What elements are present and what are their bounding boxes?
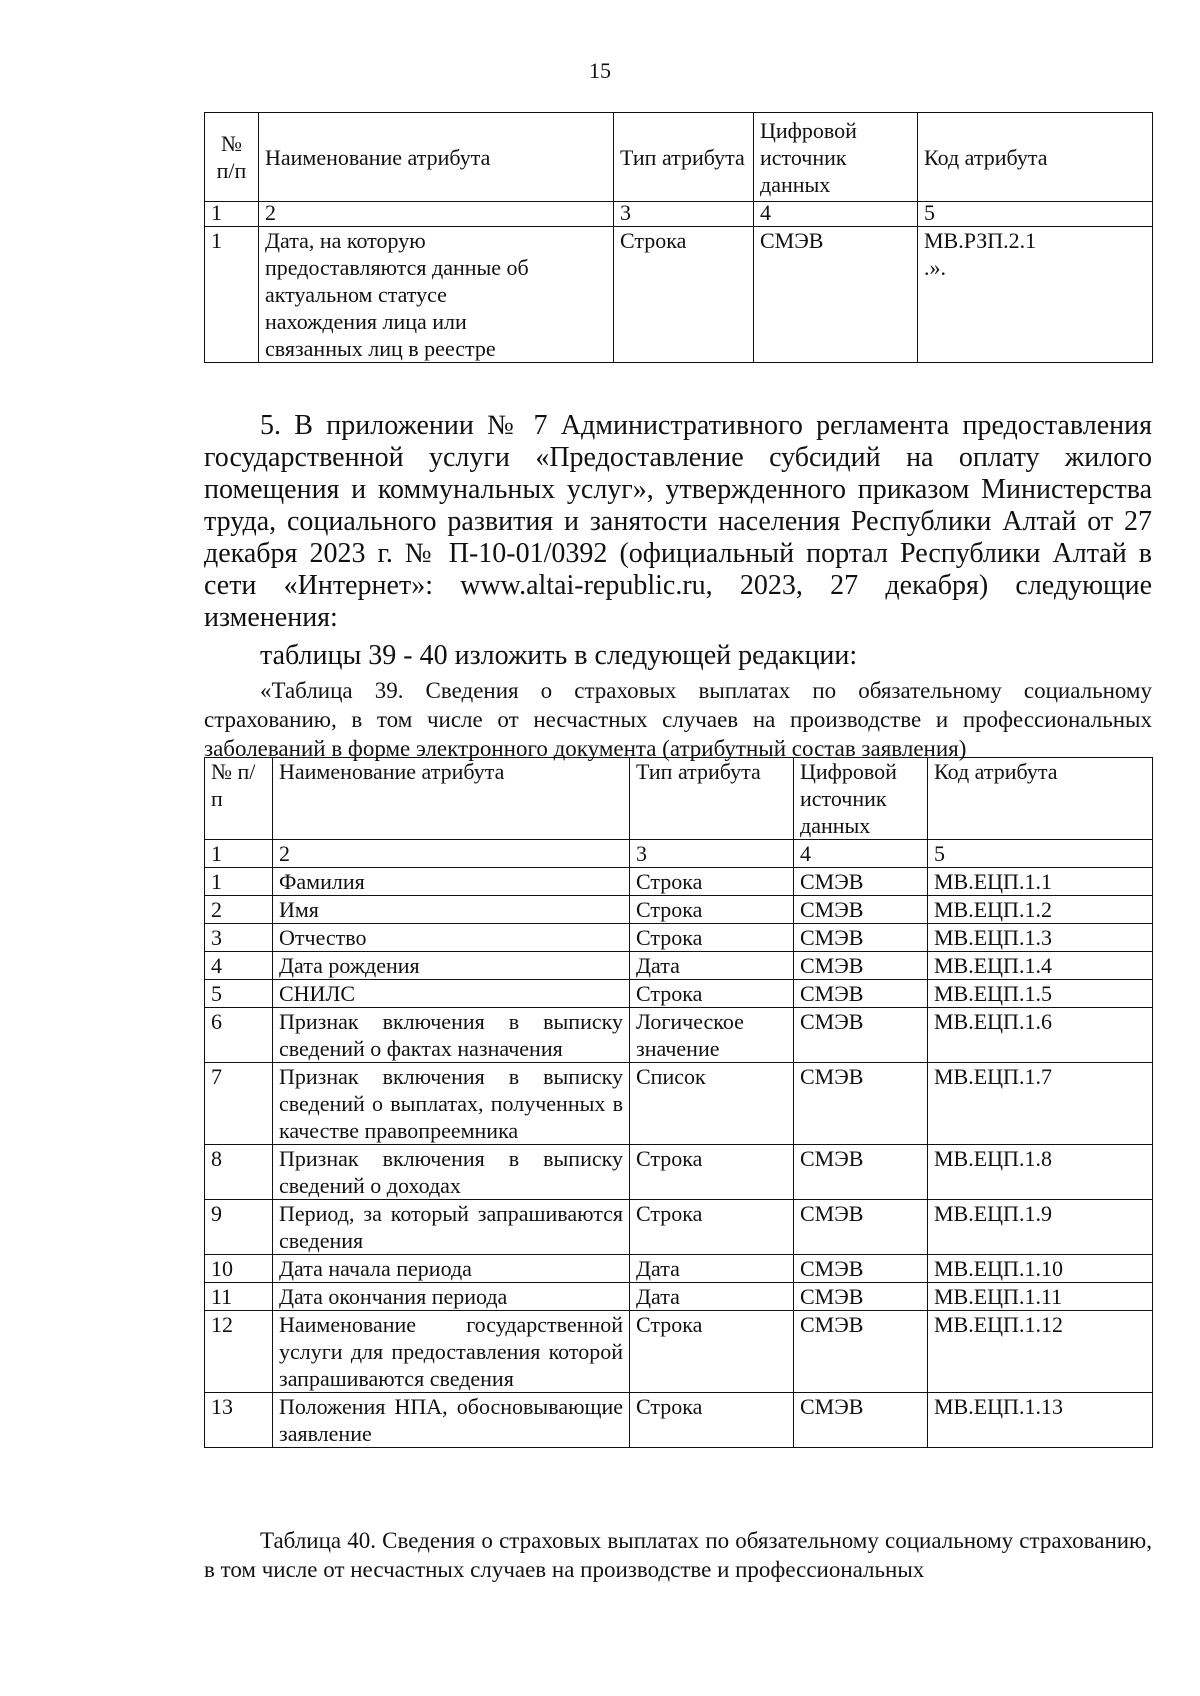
attribute-table-continued xyxy=(204,112,1153,363)
paragraph-5: 5. В приложении № 7 Административного регламента предоставления государственной услуги «Предоставление субсидий на оплату жилого помещения и коммунальных услуг», утвержденного приказом Министерства труда, социального развития и занятости населения Республики Алтай от 27 декабря 2023 г. № П-10-01/0392 (официальный портал Республики Алтай в сети «Интернет»: www.altai-republic.ru, 2023, 27 декабря) следующие изменения: xyxy=(204,410,1152,633)
attribute-type: Строка xyxy=(630,1393,794,1448)
table-row xyxy=(205,868,1153,896)
header-cell: № п/п xyxy=(205,758,273,840)
attribute-code: МВ.ЕЦП.1.7 xyxy=(928,1063,1153,1145)
attribute-name: Период, за который запрашиваются сведения xyxy=(273,1200,630,1255)
table-row xyxy=(205,952,1153,980)
attribute-code: МВ.ЕЦП.1.12 xyxy=(928,1311,1153,1393)
row-number: 7 xyxy=(205,1063,273,1145)
attribute-name: Наименование государственной услуги для предоставления которой запрашиваются сведения xyxy=(273,1311,630,1393)
header-cell: Наименование атрибута xyxy=(259,113,614,202)
column-number: 3 xyxy=(630,840,794,868)
attribute-name: Фамилия xyxy=(273,868,630,896)
table-row xyxy=(205,1008,1153,1063)
table-row xyxy=(205,1200,1153,1255)
header-cell: Цифровой источник данных xyxy=(754,113,918,202)
column-number: 3 xyxy=(614,202,754,227)
column-number: 1 xyxy=(205,840,273,868)
attribute-name: Признак включения в выписку сведений о доходах xyxy=(273,1145,630,1200)
table-39-caption xyxy=(204,676,1152,763)
table-row xyxy=(205,227,1153,363)
attribute-code: МВ.ЕЦП.1.6 xyxy=(928,1008,1153,1063)
header-cell: Код атрибута xyxy=(918,113,1153,202)
attribute-type: Список xyxy=(630,1063,794,1145)
attribute-code: МВ.ЕЦП.1.10 xyxy=(928,1255,1153,1283)
table-row xyxy=(205,896,1153,924)
row-number: 1 xyxy=(205,227,259,363)
table-row xyxy=(205,1393,1153,1448)
row-number: 2 xyxy=(205,896,273,924)
row-number: 3 xyxy=(205,924,273,952)
table-row xyxy=(205,1063,1153,1145)
data-source: СМЭВ xyxy=(754,227,918,363)
data-source: СМЭВ xyxy=(794,1145,928,1200)
attribute-type: Строка xyxy=(630,1311,794,1393)
column-number-row xyxy=(205,840,1153,868)
attribute-name: Дата окончания периода xyxy=(273,1283,630,1311)
attribute-code: МВ.ЕЦП.1.1 xyxy=(928,868,1153,896)
table-row xyxy=(205,980,1153,1008)
header-cell: Тип атрибута xyxy=(614,113,754,202)
header-cell: Цифровой источник данных xyxy=(794,758,928,840)
attribute-code: МВ.ЕЦП.1.2 xyxy=(928,896,1153,924)
attribute-name: Признак включения в выписку сведений о выплатах, полученных в качестве правопреемника xyxy=(273,1063,630,1145)
header-cell: Код атрибута xyxy=(928,758,1153,840)
attribute-code: МВ.ЕЦП.1.13 xyxy=(928,1393,1153,1448)
row-number: 12 xyxy=(205,1311,273,1393)
header-cell: Наименование атрибута xyxy=(273,758,630,840)
page-number: 15 xyxy=(589,58,611,83)
table-row xyxy=(205,1255,1153,1283)
attribute-code: МВ.РЗП.2.1 .». xyxy=(918,227,1153,363)
column-number: 1 xyxy=(205,202,259,227)
header-cell: № п/п xyxy=(205,113,259,202)
row-number: 5 xyxy=(205,980,273,1008)
attribute-code: МВ.ЕЦП.1.11 xyxy=(928,1283,1153,1311)
table-row xyxy=(205,924,1153,952)
table-39 xyxy=(204,757,1153,1448)
attribute-code: МВ.ЕЦП.1.9 xyxy=(928,1200,1153,1255)
attribute-type: Строка xyxy=(630,980,794,1008)
attribute-code: МВ.ЕЦП.1.8 xyxy=(928,1145,1153,1200)
attribute-type: Строка xyxy=(630,1145,794,1200)
data-source: СМЭВ xyxy=(794,868,928,896)
header-cell: Тип атрибута xyxy=(630,758,794,840)
column-number-row xyxy=(205,202,1153,227)
data-source: СМЭВ xyxy=(794,1255,928,1283)
table-40-caption: Таблица 40. Сведения о страховых выплатах по обязательному социальному страхованию, в том числе от несчастных случаев на производстве и профессиональных xyxy=(204,1528,1152,1582)
column-number: 2 xyxy=(259,202,614,227)
data-source: СМЭВ xyxy=(794,1063,928,1145)
attribute-type: Строка xyxy=(614,227,754,363)
data-source: СМЭВ xyxy=(794,1311,928,1393)
attribute-name: Имя xyxy=(273,896,630,924)
data-source: СМЭВ xyxy=(794,1200,928,1255)
table-row xyxy=(205,1145,1153,1200)
attribute-name: Дата, на которую предоставляются данные об актуальном статусе нахождения лица или связанных лиц в реестре xyxy=(259,227,614,363)
row-number: 10 xyxy=(205,1255,273,1283)
attribute-code: МВ.ЕЦП.1.3 xyxy=(928,924,1153,952)
attribute-name: Отчество xyxy=(273,924,630,952)
row-number: 4 xyxy=(205,952,273,980)
data-source: СМЭВ xyxy=(794,980,928,1008)
attribute-type: Строка xyxy=(630,1200,794,1255)
attribute-name: СНИЛС xyxy=(273,980,630,1008)
table-row xyxy=(205,1311,1153,1393)
attribute-name: Дата рождения xyxy=(273,952,630,980)
table-row xyxy=(205,1283,1153,1311)
attribute-name: Положения НПА, обосновывающие заявление xyxy=(273,1393,630,1448)
table-39-caption-end: заболеваний в форме электронного документа (атрибутный состав заявления) xyxy=(204,736,967,761)
column-number: 4 xyxy=(794,840,928,868)
row-number: 8 xyxy=(205,1145,273,1200)
table-header-row xyxy=(205,758,1153,840)
attribute-type: Логическое значение xyxy=(630,1008,794,1063)
attribute-code: МВ.ЕЦП.1.5 xyxy=(928,980,1153,1008)
row-number: 6 xyxy=(205,1008,273,1063)
attribute-name: Признак включения в выписку сведений о фактах назначения xyxy=(273,1008,630,1063)
table-39-body xyxy=(205,868,1153,1448)
column-number: 4 xyxy=(754,202,918,227)
row-number: 11 xyxy=(205,1283,273,1311)
data-source: СМЭВ xyxy=(794,952,928,980)
row-number: 1 xyxy=(205,868,273,896)
data-source: СМЭВ xyxy=(794,1283,928,1311)
data-source: СМЭВ xyxy=(794,1008,928,1063)
column-number: 5 xyxy=(918,202,1153,227)
row-number: 13 xyxy=(205,1393,273,1448)
attribute-type: Дата xyxy=(630,1283,794,1311)
data-source: СМЭВ xyxy=(794,1393,928,1448)
attribute-code: МВ.ЕЦП.1.4 xyxy=(928,952,1153,980)
data-source: СМЭВ xyxy=(794,896,928,924)
attribute-type: Строка xyxy=(630,868,794,896)
table-39-caption-text: «Таблица 39. Сведения о страховых выплатах по обязательному социальному страхованию, в том числе от несчастных случаев на производстве и профессиональных xyxy=(204,678,1152,732)
data-source: СМЭВ xyxy=(794,924,928,952)
column-number: 2 xyxy=(273,840,630,868)
paragraph-tables-edit: таблицы 39 - 40 изложить в следующей редакции: xyxy=(260,640,858,671)
table-header-row xyxy=(205,113,1153,202)
attribute-name: Дата начала периода xyxy=(273,1255,630,1283)
row-number: 9 xyxy=(205,1200,273,1255)
column-number: 5 xyxy=(928,840,1153,868)
attribute-type: Строка xyxy=(630,896,794,924)
attribute-type: Дата xyxy=(630,952,794,980)
attribute-type: Дата xyxy=(630,1255,794,1283)
attribute-type: Строка xyxy=(630,924,794,952)
